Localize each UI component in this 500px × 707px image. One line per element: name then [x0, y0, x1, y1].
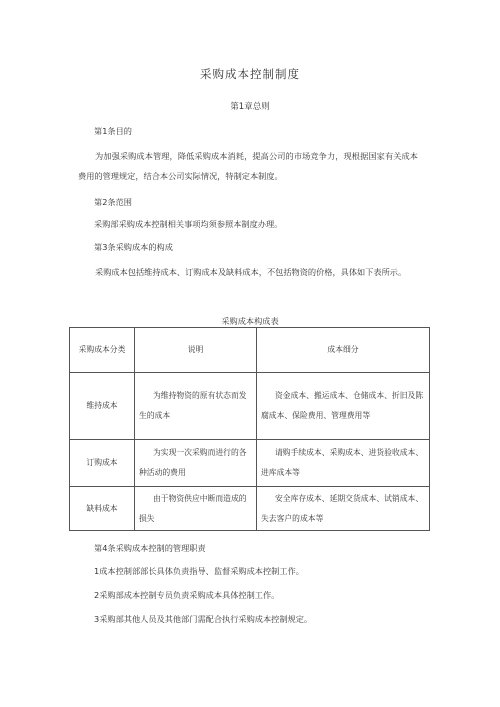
article-2-body: 采购部采购成本控制相关事项均须参照本制度办理。 — [94, 219, 283, 229]
table-cell-detail: 资金成本、搬运成本、仓储成本、折旧及陈腐成本、保险费用、管理费用等 — [257, 373, 430, 440]
table-cell-detail: 安全库存成本、延期交货成本、试销成本、失去客户的成本等 — [257, 487, 430, 531]
cost-structure-table — [69, 327, 430, 531]
article-3-heading: 第3条采购成本的构成 — [94, 242, 173, 252]
table-header-category: 采购成本分类 — [70, 328, 135, 373]
table-header-description: 说明 — [135, 328, 257, 373]
table-header-row — [70, 328, 430, 373]
table-cell-description: 由于物资供应中断而造成的损失 — [135, 487, 257, 531]
chapter-heading: 第1章总则 — [230, 102, 270, 112]
article-2-heading: 第2条范围 — [94, 197, 132, 207]
table-row — [70, 487, 430, 531]
table-row — [70, 373, 430, 440]
table-cell-description: 为维持物资的原有状态而发生的成本 — [135, 373, 257, 440]
article-1-body: 为加强采购成本管理，降低采购成本消耗，提高公司的市场竞争力，现根据国家有关成本费用的管理规定，结合本公司实际情况，特制定本制度。 — [78, 151, 418, 181]
table-cell-category: 维持成本 — [70, 373, 135, 440]
table-cell-category: 订购成本 — [70, 440, 135, 487]
article-4-heading: 第4条采购成本控制的管理职责 — [94, 543, 206, 553]
table-header-detail: 成本细分 — [257, 328, 430, 373]
table-cell-category: 缺料成本 — [70, 487, 135, 531]
table-row — [70, 440, 430, 487]
table-cell-description: 为实现一次采购而进行的各种活动的费用 — [135, 440, 257, 487]
table-caption: 采购成本构成表 — [221, 316, 279, 326]
document-title: 采购成本控制制度 — [200, 67, 300, 81]
table-cell-detail: 请购手续成本、采购成本、进货验收成本、进库成本等 — [257, 440, 430, 487]
list-item: 1成本控制部部长具体负责指导、监督采购成本控制工作。 — [94, 566, 304, 576]
list-item: 2采购部成本控制专员负责采购成本具体控制工作。 — [94, 590, 280, 600]
article-3-body: 采购成本包括维持成本、订购成本及缺料成本，不包括物资的价格，具体如下表所示。 — [95, 267, 407, 277]
list-item: 3采购部其他人员及其他部门需配合执行采购成本控制规定。 — [94, 614, 313, 624]
article-1-heading: 第1条目的 — [94, 126, 132, 136]
